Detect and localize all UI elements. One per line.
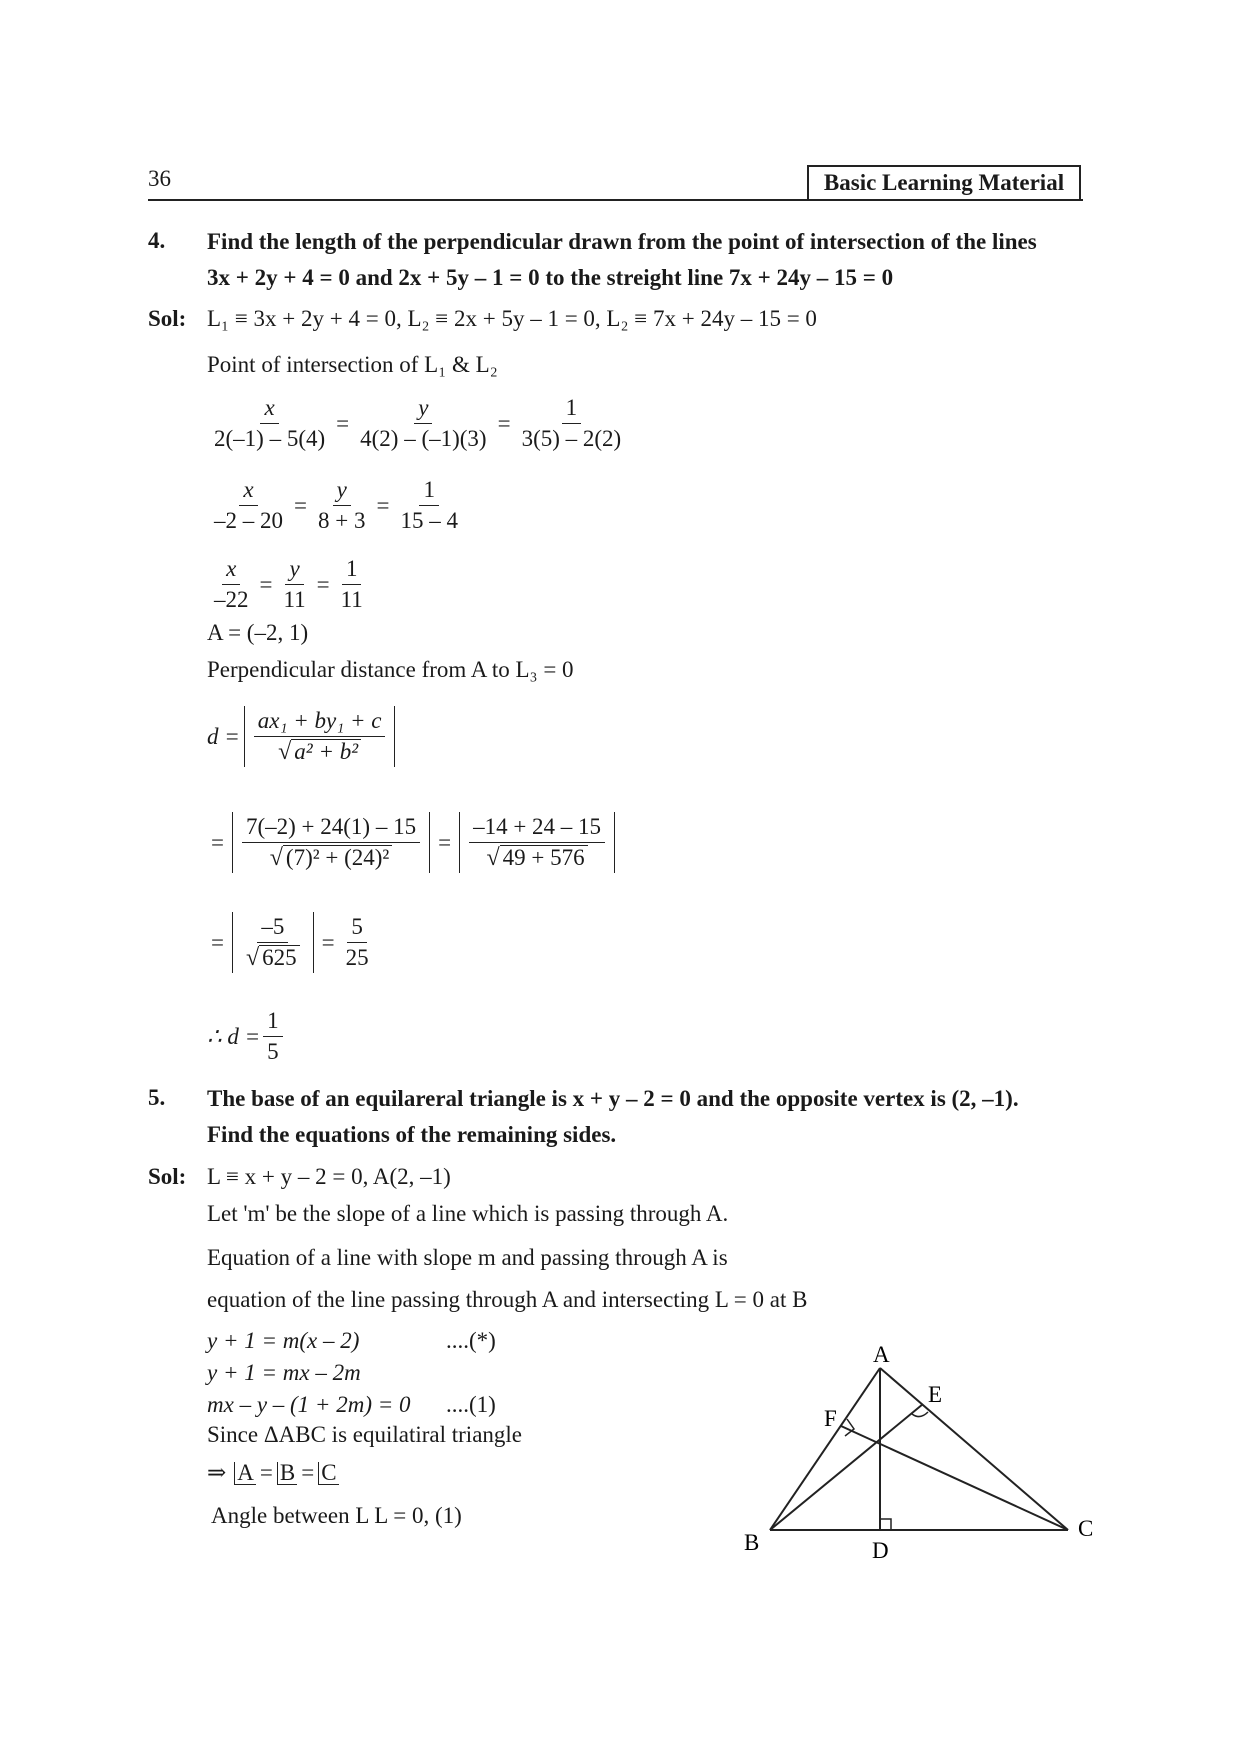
question-5-number: 5. (148, 1085, 166, 1110)
q5-line2: Equation of a line with slope m and passing through A is (207, 1245, 728, 1270)
page-number: 36 (148, 166, 171, 191)
q4-substitution-2: = –5 √ 625 = $\frac{5}{25}$ (207, 912, 376, 973)
fraction: $\frac{1}{15 - 4}$ (400, 477, 458, 533)
q4-intersection-heading: Point of intersection of L₁ & L₂ (207, 352, 498, 377)
absolute-value: –5 √ 625 (232, 912, 314, 973)
fraction: $\frac{y}{4(2) - (-1)(3)}$ (360, 395, 487, 451)
absolute-value: ax₁ + by₁ + c √ a² + b² (244, 706, 396, 767)
q4-step3-equation: $\frac{x}{-22}$ = $\frac{y}{11}$ = $\frac{1}{11}$ (207, 556, 370, 613)
side-ab (770, 1368, 880, 1530)
q4-substitution-1: = 7(–2) + 24(1) – 15 √ (7)² + (24)² = –14 + 24 – 15 √ 49 + 576 (207, 812, 619, 873)
header-divider (148, 199, 1083, 201)
q4-point-a: A = (–2, 1) (207, 620, 309, 645)
q4-step1-equation: $\frac{x}{2(-1) - 5(4)}$ = $\frac{y}{4(2) - (-1)(3)}$ = $\frac{1}{3(5) - 2(2)}$ (207, 395, 628, 452)
side-ac (880, 1368, 1068, 1530)
q4-solution-label: Sol: (148, 306, 187, 331)
q5-line5: Angle between L L = 0, (1) (211, 1503, 462, 1528)
fraction: $\frac{1}{3(5) - 2(2)}$ (521, 395, 622, 451)
angle-mark-e (912, 1412, 928, 1417)
question-4-number: 4. (148, 228, 166, 253)
question-4-text-line2: 3x + 2y + 4 = 0 and 2x + 5y – 1 = 0 to the streight line 7x + 24y – 15 = 0 (207, 265, 894, 290)
fraction: $\frac{y}{11}$ (283, 556, 306, 612)
fraction: $\frac{x}{-2 - 20}$ (214, 477, 283, 533)
label-c: C (1078, 1516, 1094, 1541)
q4-step2-equation: $\frac{x}{-2 - 20}$ = $\frac{y}{8 + 3}$ = $\frac{1}{15 - 4}$ (207, 477, 465, 534)
label-f: F (824, 1406, 837, 1431)
right-angle-d (880, 1519, 891, 1530)
q5-eq2: y + 1 = mx – 2m (207, 1360, 361, 1385)
q5-line1: Let 'm' be the slope of a line which is passing through A. (207, 1201, 729, 1226)
absolute-value: –14 + 24 – 15 √ 49 + 576 (459, 812, 615, 873)
q5-eq1-tag: ....(*) (446, 1328, 496, 1353)
q5-line4: Since ΔABC is equilatiral triangle (207, 1422, 523, 1447)
q4-result: ∴ d = $\frac{1}{5}$ (207, 1008, 286, 1065)
q4-distance-formula: d = ax₁ + by₁ + c √ a² + b² (207, 706, 399, 767)
question-5-text-line2: Find the equations of the remaining sides. (207, 1122, 617, 1147)
label-b: B (744, 1530, 760, 1555)
q5-eq3: mx – y – (1 + 2m) = 0 (207, 1392, 411, 1417)
q5-line3: equation of the line passing through A and intersecting L = 0 at B (207, 1287, 808, 1312)
q4-given-lines: L₁ ≡ 3x + 2y + 4 = 0, L₂ ≡ 2x + 5y – 1 = 0, L₂ ≡ 7x + 24y – 15 = 0 (207, 306, 817, 331)
q5-eq1: y + 1 = m(x – 2) (207, 1328, 360, 1353)
altitude-be (770, 1404, 923, 1530)
q5-eq3-tag: ....(1) (446, 1392, 496, 1417)
label-a: A (873, 1342, 890, 1367)
running-header-title: Basic Learning Material (807, 165, 1081, 201)
fraction: $\frac{x}{2(-1) - 5(4)}$ (214, 395, 326, 451)
altitude-cf (841, 1426, 1068, 1530)
angle-b: B (277, 1462, 297, 1485)
fraction: $\frac{1}{11}$ (340, 556, 363, 612)
triangle-figure (740, 1340, 1110, 1570)
q5-given: L ≡ x + y – 2 = 0, A(2, –1) (207, 1164, 451, 1189)
q5-angles-equal: ⇒ A = B = C (207, 1459, 337, 1485)
fraction: $\frac{1}{5}$ (263, 1008, 283, 1065)
fraction: $\frac{y}{8 + 3}$ (317, 477, 366, 533)
absolute-value: 7(–2) + 24(1) – 15 √ (7)² + (24)² (232, 812, 430, 873)
label-e: E (928, 1382, 943, 1407)
question-5-text-line1: The base of an equilareral triangle is x + y – 2 = 0 and the opposite vertex is (2, –1). (207, 1086, 1019, 1111)
question-4-text-line1: Find the length of the perpendicular drawn from the point of intersection of the lines (207, 229, 1037, 254)
angle-a: A (234, 1462, 256, 1485)
angle-c: C (318, 1462, 338, 1485)
fraction: $\frac{x}{-22}$ (214, 556, 249, 612)
label-d: D (872, 1538, 889, 1563)
q5-solution-label: Sol: (148, 1164, 187, 1189)
q4-distance-heading: Perpendicular distance from A to L₃ = 0 (207, 657, 574, 682)
fraction: $\frac{5}{25}$ (345, 914, 369, 970)
